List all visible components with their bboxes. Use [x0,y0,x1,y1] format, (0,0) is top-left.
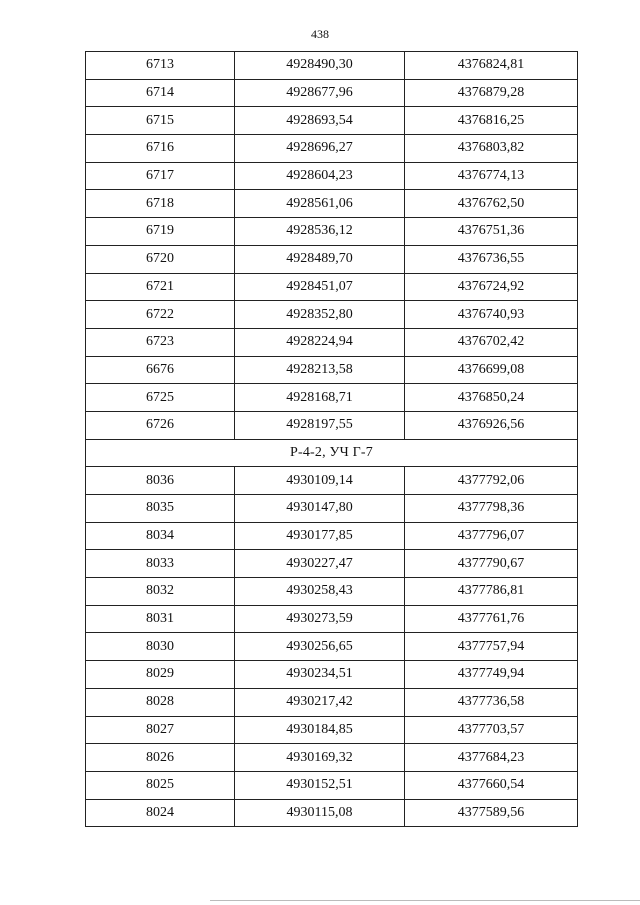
y-coordinate-cell: 4377761,76 [405,605,578,633]
y-coordinate-cell: 4376774,13 [405,162,578,190]
x-coordinate-cell: 4930273,59 [235,605,405,633]
coordinates-group-b [86,467,578,827]
point-number-cell: 8032 [86,578,235,606]
x-coordinate-cell: 4928604,23 [235,162,405,190]
y-coordinate-cell: 4376816,25 [405,107,578,135]
coordinates-group-a [86,52,578,440]
y-coordinate-cell: 4376762,50 [405,190,578,218]
point-number-cell: 8031 [86,605,235,633]
point-number-cell: 6716 [86,135,235,163]
x-coordinate-cell: 4928536,12 [235,218,405,246]
x-coordinate-cell: 4930152,51 [235,771,405,799]
y-coordinate-cell: 4377589,56 [405,799,578,827]
table-row [86,190,578,218]
x-coordinate-cell: 4928451,07 [235,273,405,301]
table-row [86,799,578,827]
table-row [86,52,578,80]
x-coordinate-cell: 4928213,58 [235,356,405,384]
x-coordinate-cell: 4928224,94 [235,328,405,356]
x-coordinate-cell: 4930234,51 [235,661,405,689]
y-coordinate-cell: 4376803,82 [405,135,578,163]
y-coordinate-cell: 4377786,81 [405,578,578,606]
point-number-cell: 6720 [86,245,235,273]
y-coordinate-cell: 4377757,94 [405,633,578,661]
y-coordinate-cell: 4377684,23 [405,744,578,772]
y-coordinate-cell: 4376702,42 [405,328,578,356]
x-coordinate-cell: 4928696,27 [235,135,405,163]
x-coordinate-cell: 4930258,43 [235,578,405,606]
y-coordinate-cell: 4376926,56 [405,411,578,439]
point-number-cell: 6725 [86,384,235,412]
point-number-cell: 6713 [86,52,235,80]
table-row [86,550,578,578]
coordinates-table [85,51,578,827]
point-number-cell: 8024 [86,799,235,827]
point-number-cell: 6723 [86,328,235,356]
point-number-cell: 6717 [86,162,235,190]
point-number-cell: 6714 [86,79,235,107]
x-coordinate-cell: 4930184,85 [235,716,405,744]
table-row [86,411,578,439]
table-row [86,218,578,246]
table-row [86,245,578,273]
point-number-cell: 8033 [86,550,235,578]
y-coordinate-cell: 4377749,94 [405,661,578,689]
x-coordinate-cell: 4928197,55 [235,411,405,439]
table-row [86,771,578,799]
table-row [86,744,578,772]
point-number-cell: 6719 [86,218,235,246]
y-coordinate-cell: 4376850,24 [405,384,578,412]
table-row [86,328,578,356]
x-coordinate-cell: 4930115,08 [235,799,405,827]
x-coordinate-cell: 4928561,06 [235,190,405,218]
point-number-cell: 6718 [86,190,235,218]
y-coordinate-cell: 4377792,06 [405,467,578,495]
y-coordinate-cell: 4377790,67 [405,550,578,578]
table-row [86,716,578,744]
x-coordinate-cell: 4930169,32 [235,744,405,772]
point-number-cell: 8035 [86,495,235,523]
x-coordinate-cell: 4928693,54 [235,107,405,135]
point-number-cell: 8027 [86,716,235,744]
y-coordinate-cell: 4377660,54 [405,771,578,799]
y-coordinate-cell: 4376751,36 [405,218,578,246]
point-number-cell: 6721 [86,273,235,301]
point-number-cell: 8029 [86,661,235,689]
x-coordinate-cell: 4928352,80 [235,301,405,329]
table-row [86,135,578,163]
x-coordinate-cell: 4930217,42 [235,688,405,716]
table-row [86,356,578,384]
table-row [86,79,578,107]
y-coordinate-cell: 4376724,92 [405,273,578,301]
y-coordinate-cell: 4376699,08 [405,356,578,384]
table-row [86,384,578,412]
y-coordinate-cell: 4376879,28 [405,79,578,107]
x-coordinate-cell: 4928677,96 [235,79,405,107]
section-header-group [86,439,578,467]
table-row [86,467,578,495]
point-number-cell: 8030 [86,633,235,661]
section-title: Р-4-2, УЧ Г-7 [86,439,578,467]
table-row [86,578,578,606]
y-coordinate-cell: 4377703,57 [405,716,578,744]
table-row [86,162,578,190]
point-number-cell: 6722 [86,301,235,329]
table-row [86,107,578,135]
x-coordinate-cell: 4928490,30 [235,52,405,80]
point-number-cell: 6676 [86,356,235,384]
table-row [86,273,578,301]
table-row [86,522,578,550]
y-coordinate-cell: 4376740,93 [405,301,578,329]
point-number-cell: 8028 [86,688,235,716]
point-number-cell: 6715 [86,107,235,135]
scan-edge-line [210,900,640,901]
point-number-cell: 8026 [86,744,235,772]
point-number-cell: 8025 [86,771,235,799]
x-coordinate-cell: 4930177,85 [235,522,405,550]
table-row [86,688,578,716]
x-coordinate-cell: 4928168,71 [235,384,405,412]
y-coordinate-cell: 4377736,58 [405,688,578,716]
y-coordinate-cell: 4376736,55 [405,245,578,273]
table-row [86,301,578,329]
x-coordinate-cell: 4930147,80 [235,495,405,523]
table-row [86,661,578,689]
x-coordinate-cell: 4930109,14 [235,467,405,495]
section-header-row [86,439,578,467]
x-coordinate-cell: 4930256,65 [235,633,405,661]
point-number-cell: 8036 [86,467,235,495]
x-coordinate-cell: 4928489,70 [235,245,405,273]
point-number-cell: 8034 [86,522,235,550]
page-number: 438 [311,27,329,41]
y-coordinate-cell: 4376824,81 [405,52,578,80]
table-row [86,605,578,633]
y-coordinate-cell: 4377798,36 [405,495,578,523]
y-coordinate-cell: 4377796,07 [405,522,578,550]
table-row [86,633,578,661]
table-row [86,495,578,523]
point-number-cell: 6726 [86,411,235,439]
x-coordinate-cell: 4930227,47 [235,550,405,578]
